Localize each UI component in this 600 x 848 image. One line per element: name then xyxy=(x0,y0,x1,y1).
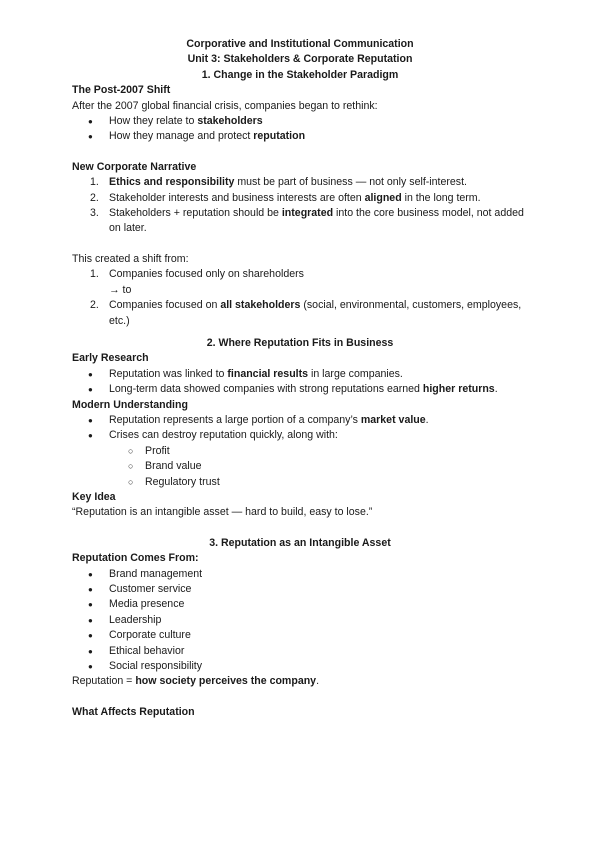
unit-title: Unit 3: Stakeholders & Corporate Reputation xyxy=(187,53,413,66)
list-item: ● Social responsibility xyxy=(72,659,528,674)
list-item: ● Reputation represents a large portion of a company’s market value. xyxy=(72,413,528,428)
list-item: ● How they relate to stakeholders xyxy=(72,114,528,129)
key-idea-quote: “Reputation is an intangible asset — hard to build, easy to lose.” xyxy=(72,506,373,519)
comes-from-list xyxy=(72,567,528,675)
list-item: 2. Companies focused on all stakeholders (social, environmental, customers, employees, etc.) xyxy=(90,299,522,327)
section3-title: 3. Reputation as an Intangible Asset xyxy=(209,536,391,549)
section2-title: 2. Where Reputation Fits in Business xyxy=(206,336,394,349)
crisis-sublist xyxy=(72,444,528,490)
narrative-list xyxy=(72,175,528,237)
list-item: ● Crises can destroy reputation quickly, along with: xyxy=(72,428,528,443)
list-item: ○ Profit xyxy=(72,444,528,459)
list-item: ○ Brand value xyxy=(72,459,528,474)
document-page xyxy=(72,37,528,720)
post-2007-intro: After the 2007 global financial crisis, companies began to rethink: xyxy=(72,99,378,112)
modern-understanding-list xyxy=(72,413,528,444)
comes-from-heading: Reputation Comes From: xyxy=(72,552,199,565)
document-title: Corporative and Institutional Communication xyxy=(186,38,414,50)
list-item: 1. Companies focused only on shareholders xyxy=(90,268,304,281)
shift-list-2 xyxy=(72,298,528,329)
narrative-heading: New Corporate Narrative xyxy=(72,160,197,173)
key-idea-heading: Key Idea xyxy=(72,490,116,503)
modern-understanding-heading: Modern Understanding xyxy=(72,398,188,411)
early-research-heading: Early Research xyxy=(72,352,149,365)
list-item: ○ Regulatory trust xyxy=(72,475,528,490)
list-item: ● Brand management xyxy=(72,567,528,582)
list-item: 1. Ethics and responsibility must be part of business — not only self-interest. xyxy=(90,176,467,189)
shift-intro: This created a shift from: xyxy=(72,252,189,265)
reputation-definition: Reputation = how society perceives the company. xyxy=(72,675,320,688)
what-affects-heading: What Affects Reputation xyxy=(72,705,195,718)
list-item: 3. Stakeholders + reputation should be integrated into the core business model, not added on later. xyxy=(90,207,524,235)
list-item: ● Ethical behavior xyxy=(72,644,528,659)
list-item: ● Media presence xyxy=(72,597,528,612)
post-2007-heading: The Post-2007 Shift xyxy=(72,84,171,97)
list-item: ● Corporate culture xyxy=(72,628,528,643)
post-2007-list xyxy=(72,114,528,145)
shift-list xyxy=(72,267,528,282)
list-item: ● Long-term data showed companies with strong reputations earned higher returns. xyxy=(72,382,528,397)
list-item: ● Reputation was linked to financial results in large companies. xyxy=(72,367,528,382)
list-item: 2. Stakeholder interests and business interests are often aligned in the long term. xyxy=(90,191,481,204)
section1-title: 1. Change in the Stakeholder Paradigm xyxy=(201,68,399,81)
list-item: ● Leadership xyxy=(72,613,528,628)
arrow-to: → to xyxy=(109,283,132,296)
early-research-list xyxy=(72,367,528,398)
list-item: ● Customer service xyxy=(72,582,528,597)
list-item: ● How they manage and protect reputation xyxy=(72,129,528,144)
